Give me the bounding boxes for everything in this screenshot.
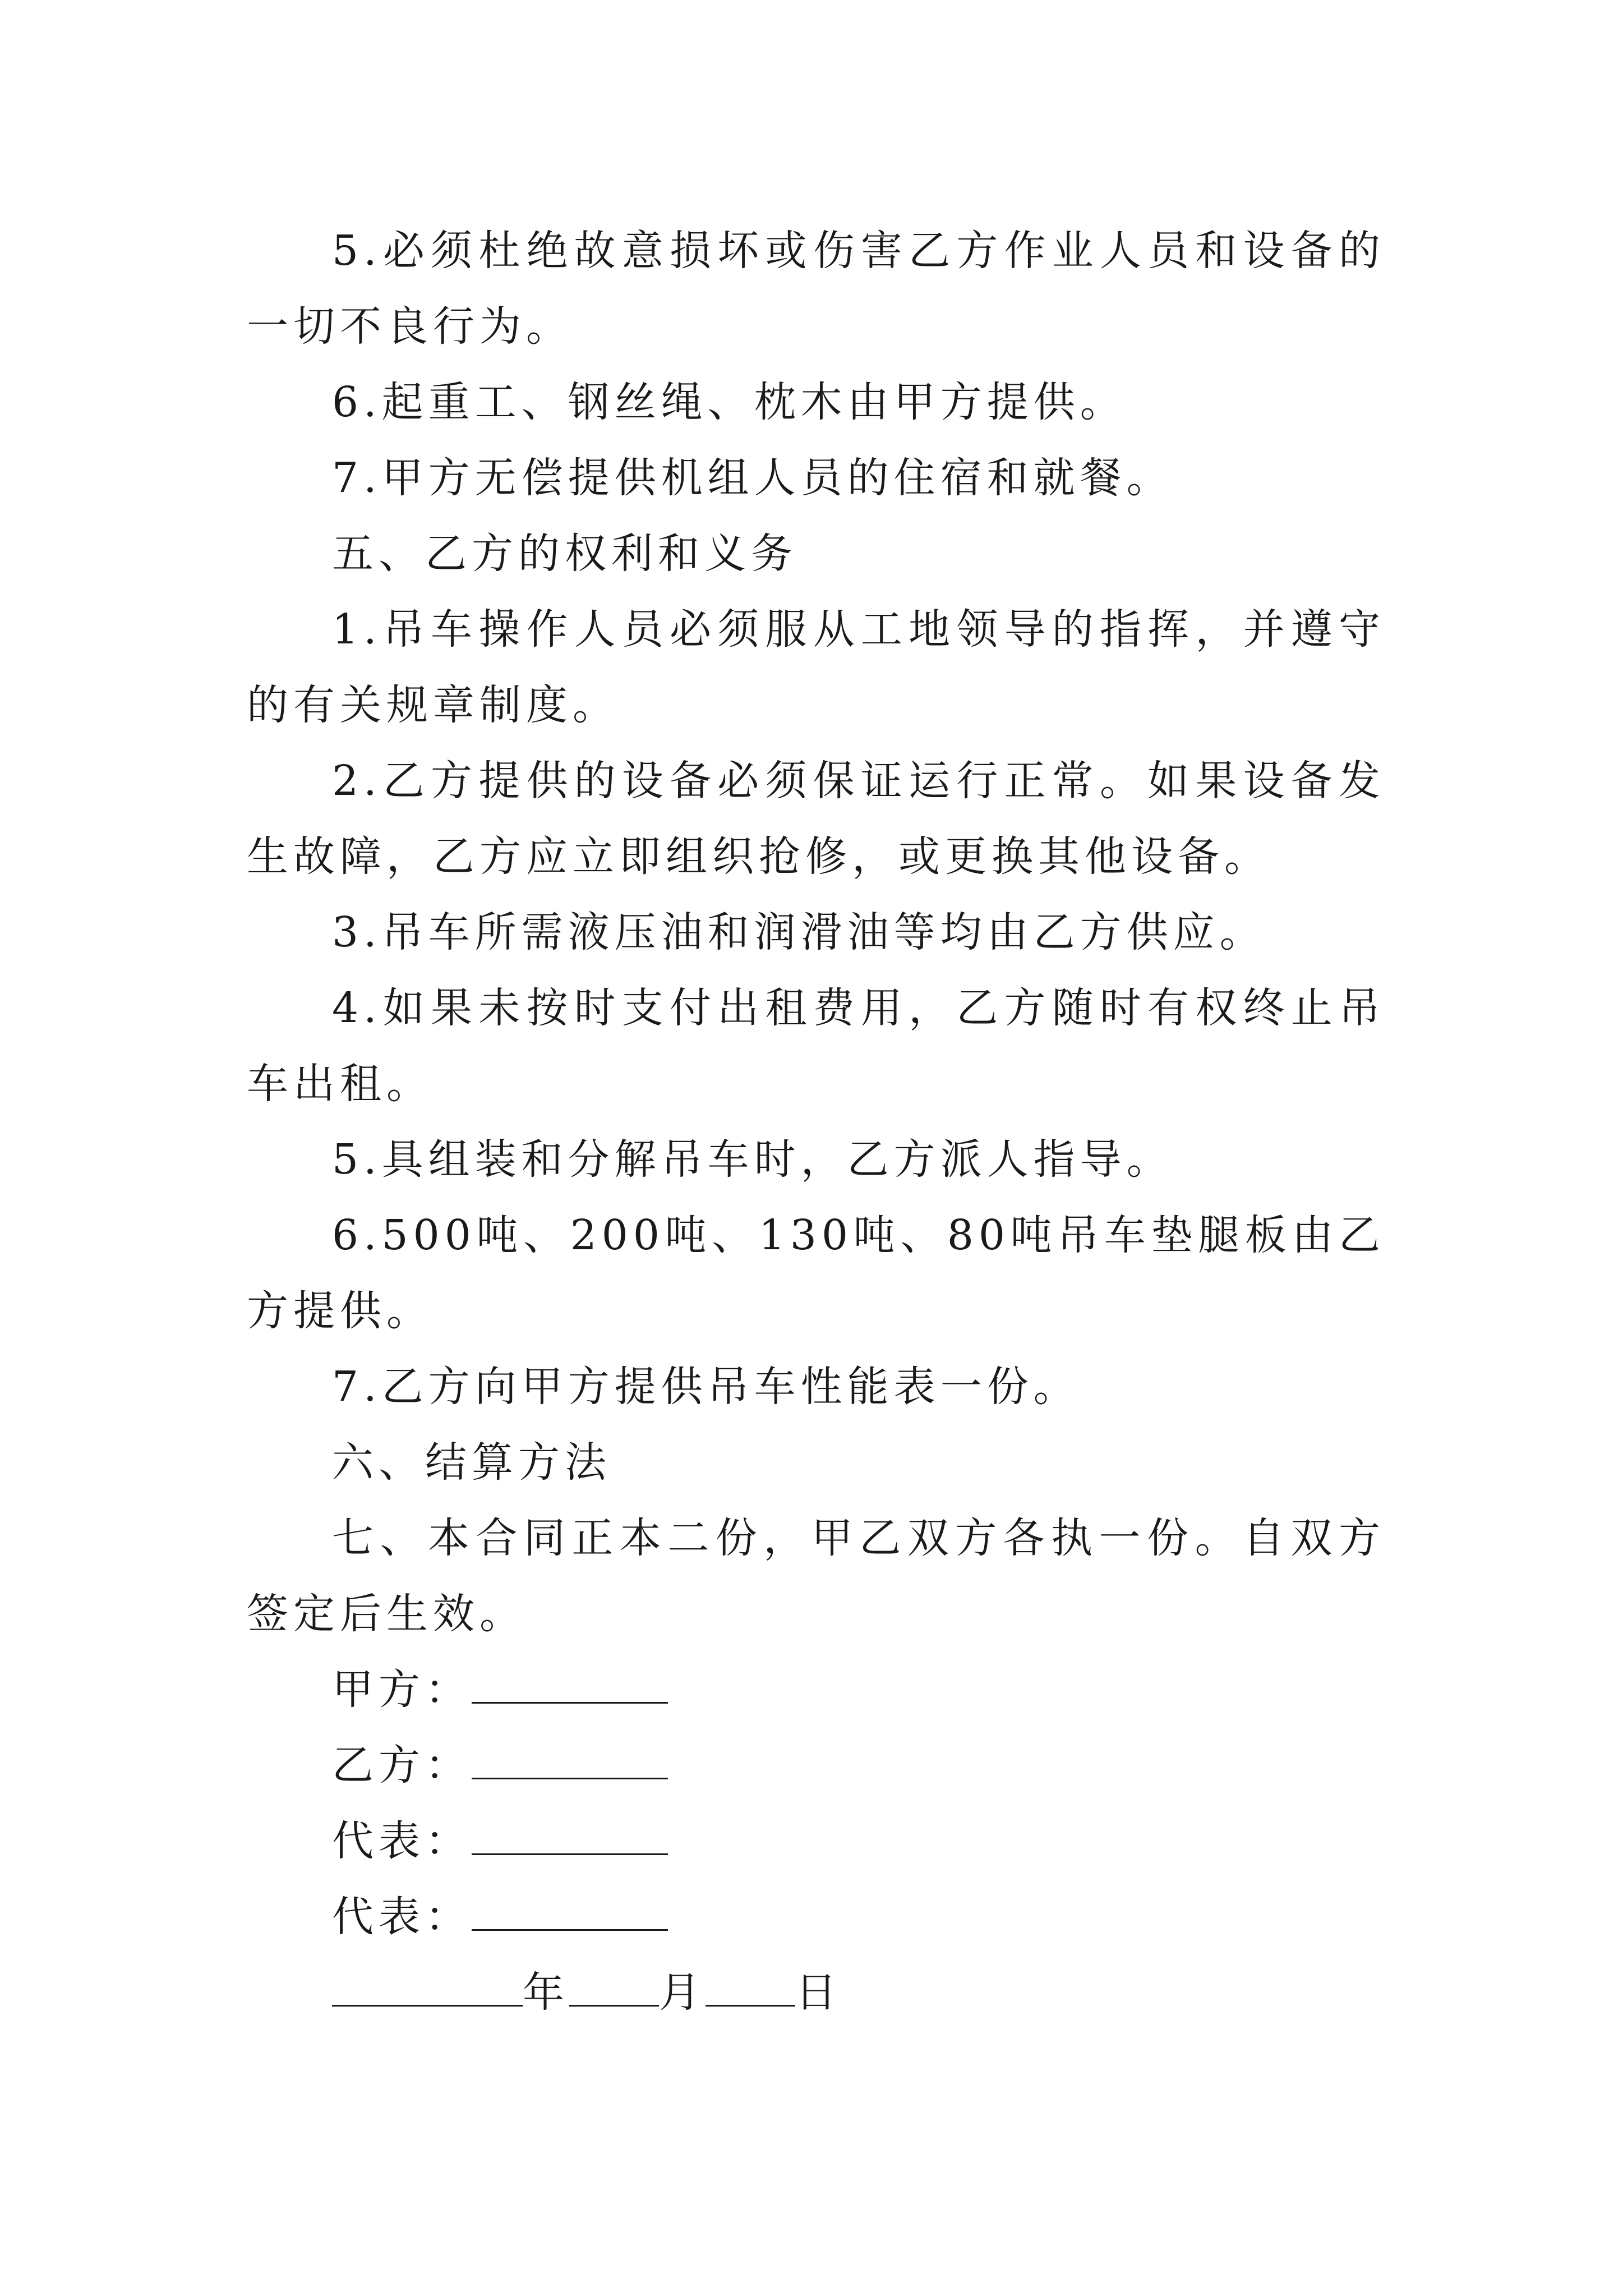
day-blank [706, 1963, 795, 2007]
year-label: 年 [523, 1968, 569, 2017]
clause-paragraph: 2.乙方提供的设备必须保证运行正常。如果设备发生故障，乙方应立即组织抢修，或更换其他设备。 [247, 757, 1385, 881]
section-heading: 六、结算方法 [332, 1438, 611, 1487]
year-blank [332, 1963, 523, 2007]
representative-blank [472, 1812, 668, 1855]
representative-label: 代表： [332, 1893, 472, 1941]
representative-signature-line [247, 1879, 1385, 1955]
party-b-signature-line [247, 1728, 1385, 1803]
month-blank [569, 1963, 659, 2007]
section-heading: 七、本合同正本二份，甲乙双方各执一份。自双方签定后生效。 [247, 1514, 1385, 1638]
day-label: 日 [795, 1968, 842, 2017]
clause-paragraph: 3.吊车所需液压油和润滑油等均由乙方供应。 [332, 908, 1266, 956]
section-heading: 五、乙方的权利和义务 [332, 530, 797, 578]
month-label: 月 [659, 1968, 706, 2017]
document-page [247, 213, 1385, 2031]
clause-paragraph: 5.必须杜绝故意损坏或伤害乙方作业人员和设备的一切不良行为。 [247, 227, 1385, 351]
representative-blank [472, 1888, 668, 1931]
party-a-signature-line [247, 1652, 1385, 1728]
date-line [247, 1955, 1385, 2031]
clause-paragraph: 4.如果未按时支付出租费用，乙方随时有权终止吊车出租。 [247, 984, 1385, 1108]
clause-paragraph: 5.具组装和分解吊车时，乙方派人指导。 [332, 1135, 1173, 1184]
clause-paragraph: 6.起重工、钢丝绳、枕木由甲方提供。 [332, 378, 1127, 426]
clause-paragraph: 7.乙方向甲方提供吊车性能表一份。 [332, 1363, 1080, 1411]
party-b-label: 乙方： [332, 1741, 472, 1789]
representative-label: 代表： [332, 1817, 472, 1865]
party-b-blank [472, 1736, 668, 1779]
party-a-label: 甲方： [332, 1665, 472, 1714]
clause-paragraph: 1.吊车操作人员必须服从工地领导的指挥，并遵守的有关规章制度。 [247, 605, 1385, 729]
representative-signature-line [247, 1803, 1385, 1879]
party-a-blank [472, 1660, 668, 1704]
clause-paragraph: 6.500吨、200吨、130吨、80吨吊车垫腿板由乙方提供。 [247, 1211, 1385, 1335]
clause-paragraph: 7.甲方无偿提供机组人员的住宿和就餐。 [332, 454, 1173, 502]
